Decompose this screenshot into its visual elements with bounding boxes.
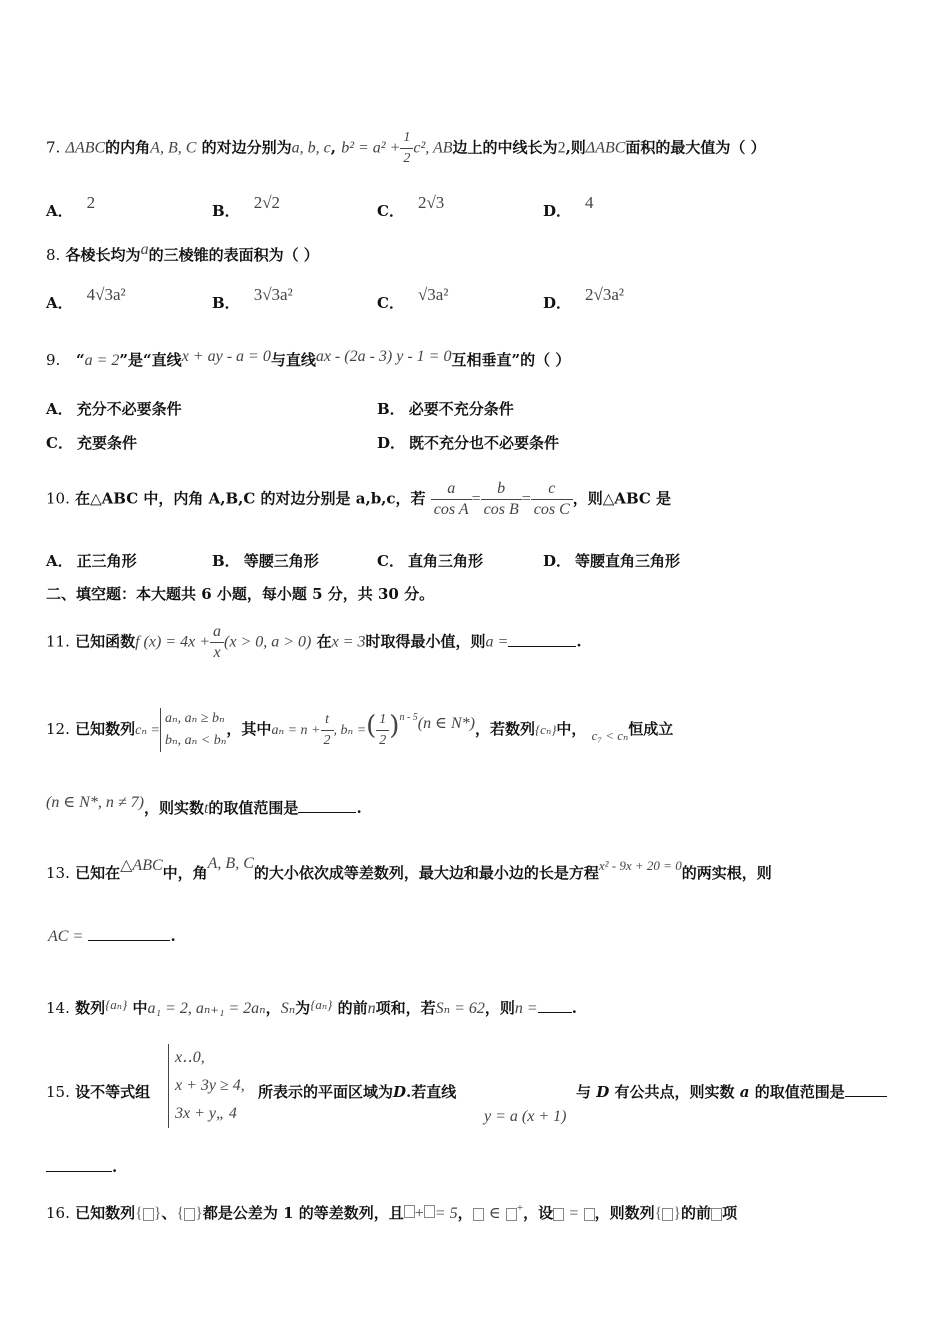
q12-exponent: n - 5 [399, 712, 418, 723]
q14-answer-blank[interactable] [538, 998, 572, 1013]
q10-equals-2: = [521, 490, 531, 508]
q13-end: . [170, 927, 176, 945]
q12-domain-1: (n ∈ N*) [417, 715, 475, 732]
q11-fraction: $\frac{a}{x}$ [210, 622, 224, 663]
q11-stem [46, 622, 582, 663]
q7-option-a[interactable]: A． 2 [46, 193, 96, 220]
q11-x-value: x = 3 [331, 633, 366, 651]
q16-text-2: 、 [161, 1204, 177, 1222]
q12-answer-blank[interactable] [298, 798, 356, 813]
q11-end: . [576, 632, 582, 651]
q15-answer-blank-1[interactable] [845, 1082, 887, 1097]
q12-piecewise: aₙ, aₙ ≥ bₙ bₙ, aₙ < bₙ [160, 708, 226, 752]
q9-text-1: “ [75, 351, 85, 369]
q11-answer-var: a = [485, 633, 509, 651]
q9-line-2: ax - (2a - 3) y - 1 = 0 [315, 348, 452, 365]
q12-text-6: ，则实数 [143, 799, 204, 817]
q7-option-b[interactable]: B． 2√2 [212, 193, 281, 220]
q15-text-2: 所表示的平面区域为 [258, 1083, 394, 1101]
q16-stem: 16. 已知数列{ }、{ }都是公差为 1 的等差数列，且 + = 5， ∈ +，设 = ，则数列{ }的前 项 [46, 1202, 738, 1222]
q10-option-b[interactable]: B． 等腰三角形 [212, 552, 319, 570]
q14-n-var: n [367, 1000, 376, 1017]
q11-text-1: 已知函数 [75, 632, 136, 651]
q8-option-d[interactable]: D． 2√3a² [543, 285, 624, 312]
q15-line: y = a (x + 1) [484, 1108, 567, 1125]
q9-stem [46, 350, 570, 371]
q10-stem [46, 479, 671, 520]
q16-number: 16. [46, 1204, 70, 1222]
q15-ineq-1: x‥0, [175, 1049, 205, 1066]
q14-text-3: ， [265, 999, 281, 1017]
q14-definition: a₁ = 2, aₙ₊₁ = 2aₙ [147, 1000, 266, 1017]
q11-text-2: 在 [316, 632, 332, 651]
q14-number: 14. [46, 999, 70, 1017]
q8-var: a [140, 241, 149, 258]
q14-text-6: 项和，若 [375, 999, 436, 1017]
q15-text-4: 与 [576, 1083, 592, 1101]
q9-text-3: 与直线 [270, 351, 316, 369]
q10-number: 10. [46, 489, 70, 508]
q14-text-7: ，则 [484, 999, 515, 1017]
q15-region-d: D [393, 1083, 407, 1101]
q7-text-5: 面积的最大值为（ ） [625, 138, 766, 157]
q7-median-value: 2 [557, 139, 566, 157]
q7-triangle: ΔABC [65, 139, 106, 157]
q10-equals-1: = [471, 490, 481, 508]
q11-text-3: 时取得最小值，则 [365, 632, 486, 651]
q13-stem [46, 855, 772, 884]
q9-option-b[interactable]: B． 必要不充分条件 [377, 400, 514, 418]
q7-text-1: 的内角 [105, 138, 151, 157]
q9-condition: a = 2 [84, 352, 120, 369]
q9-option-c[interactable]: C． 充要条件 [46, 434, 137, 452]
q14-seq: {aₙ} [105, 997, 128, 1012]
q9-option-d[interactable]: D． 既不充分也不必要条件 [377, 434, 560, 452]
q15-text-3: .若直线 [406, 1083, 457, 1101]
q15-region-d-2: D [596, 1083, 610, 1101]
q16-sum-value: = 5 [434, 1205, 458, 1222]
q9-text-2: ”是“直线 [119, 351, 182, 369]
q7-option-c[interactable]: C． 2√3 [377, 193, 445, 220]
q13-text-4: 的两实根，则 [681, 864, 772, 882]
q12-inequality: c₇ < cₙ [591, 728, 629, 743]
section-heading: 二、填空题：本大题共 6 小题，每小题 5 分，共 30 分。 [46, 585, 435, 603]
q11-func-rhs: (x > 0, a > 0) [224, 633, 312, 651]
q15-number: 15. [46, 1083, 70, 1101]
q12-text-4: 中， [556, 720, 587, 738]
q12-number: 12. [46, 720, 70, 738]
q12-stem-cont [46, 794, 362, 819]
q12-text-5: 恒成立 [628, 720, 674, 738]
q14-text-5: 的前 [337, 999, 368, 1017]
q10-fraction-b: $\frac{b}{\text{cos B}}$ [481, 479, 522, 520]
q8-option-b[interactable]: B． 3√3a² [212, 285, 293, 312]
q12-half-fraction: $\frac{1}{2}$ [376, 710, 389, 751]
q16-comma: ， [457, 1204, 473, 1222]
q13-text-3: 的大小依次成等差数列，最大边和最小边的长是方程 [253, 864, 599, 882]
q14-seq-2: {aₙ} [310, 997, 333, 1012]
q11-func-lhs: f (x) = 4x + [135, 633, 211, 651]
q10-fraction-a: $\frac{a}{\text{cos A}}$ [431, 479, 472, 520]
q10-option-d[interactable]: D． 等腰直角三角形 [543, 552, 681, 570]
q14-text-4: 为 [295, 999, 311, 1017]
q16-in-set: ∈ [488, 1205, 501, 1222]
q10-text-2: ，则△ABC 是 [572, 489, 672, 508]
q7-text-3: 边上的中线长为 [452, 138, 558, 157]
q15-answer-cont [46, 1157, 117, 1177]
q11-number: 11. [46, 632, 70, 651]
q13-answer-line [48, 926, 176, 947]
q8-stem [46, 241, 319, 266]
q14-answer-var: n = [514, 1000, 538, 1017]
q15-stem-right [576, 1082, 887, 1102]
q15-text-5: 有公共点，则实数 [614, 1083, 735, 1101]
q9-text-4: 互相垂直”的（ ） [451, 351, 571, 369]
q7-eq-rhs: c², AB [413, 139, 453, 157]
q12-t-var: t [203, 800, 209, 817]
q12-cn: cₙ = [135, 723, 160, 738]
q15-a-var: a [739, 1083, 750, 1101]
q14-stem [46, 998, 577, 1019]
q15-answer-blank-2[interactable] [46, 1157, 112, 1172]
q8-option-a[interactable]: A． 4√3a² [46, 285, 126, 312]
q12-bn: , bₙ = [333, 723, 367, 738]
q15-stem-mid [258, 1082, 456, 1102]
q12-an: aₙ = n + [271, 723, 321, 738]
q13-answer-blank[interactable] [88, 926, 170, 941]
q13-angles: A, B, C [207, 855, 254, 872]
q16-text-1: 已知数列 [75, 1204, 136, 1222]
q10-option-a[interactable]: A． 正三角形 [46, 552, 137, 570]
q7-stem: 7. ΔABC的内角A, B, C 的对边分别为a, b, c, b² = a² + $\frac{1}{2}$ c², AB边上的中线长为2,则ΔABC面积的最大值为（ ） [46, 128, 766, 169]
q15-end: . [112, 1158, 118, 1176]
q14-sn: Sₙ [280, 1000, 296, 1017]
q13-text-1: 已知在 [75, 864, 121, 882]
q16-text-3: 都是公差为 1 的等差数列，且 [202, 1204, 404, 1222]
q10-fraction-c: $\frac{c}{\text{cos C}}$ [531, 479, 573, 520]
q10-text-1: 在△ABC 中，内角 A,B,C 的对边分别是 a,b,c，若 [75, 489, 426, 508]
q13-number: 13. [46, 864, 70, 882]
q12-end: . [356, 799, 362, 817]
q15-text-1: 设不等式组 [75, 1083, 151, 1101]
q16-equals: = [569, 1205, 579, 1222]
q12-text-2: ，其中 [226, 720, 272, 738]
q7-angles: A, B, C [150, 139, 197, 157]
q16-text-4: ，设 [523, 1204, 554, 1222]
q15-inequality-system [168, 1044, 245, 1128]
q12-t-fraction: $\frac{t}{2}$ [321, 710, 334, 751]
q13-ac: AC = [48, 928, 84, 945]
q7-text-2: 的对边分别为 [201, 138, 292, 157]
q7-sides: a, b, c [291, 139, 331, 157]
q9-option-a[interactable]: A． 充分不必要条件 [46, 400, 182, 418]
q7-eq-lhs: b² = a² + [341, 139, 401, 157]
q7-text-4: ,则 [565, 138, 586, 157]
q8-number: 8. [46, 246, 61, 264]
q8-text-1: 各棱长均为 [65, 246, 141, 264]
q13-triangle: △ABC [120, 857, 163, 874]
q16-text-7: 的前 [681, 1204, 712, 1222]
q14-sn-value: Sₙ = 62 [435, 1000, 485, 1017]
q16-text-6: ，则数列 [594, 1204, 655, 1222]
q9-line-1: x + ay - a = 0 [181, 348, 271, 365]
q10-option-c[interactable]: C． 直角三角形 [377, 552, 483, 570]
q7-half-fraction: $\frac{1}{2}$ [400, 128, 413, 169]
q15-stem-left [46, 1082, 150, 1102]
q14-end: . [571, 999, 577, 1017]
q9-number: 9. [46, 351, 61, 369]
q8-option-c[interactable]: C． √3a² [377, 285, 449, 312]
q16-text-8: 项 [722, 1204, 738, 1222]
q12-text-1: 已知数列 [75, 720, 136, 738]
q15-ineq-2: x + 3y ≥ 4, [175, 1077, 245, 1094]
q12-seq: {cₙ} [534, 722, 557, 737]
q7-triangle-2: ΔABC [585, 139, 626, 157]
q14-text-1: 数列 [75, 999, 106, 1017]
q12-stem: 12. 已知数列cₙ = aₙ, aₙ ≥ bₙ bₙ, aₙ < bₙ ，其中aₙ = n + $\frac{t}{2}$ , bₙ =( $\frac{1}{2}$ )$^{n - 5}$(n ∈ N*)，若数列{cₙ}中， c₇ < cₙ恒成立 [46, 708, 673, 752]
q13-text-2: 中，角 [162, 864, 208, 882]
q12-domain-2: (n ∈ N*, n ≠ 7) [46, 794, 144, 811]
q15-text-6: 的取值范围是 [754, 1083, 845, 1101]
q16-superscript: + [516, 1202, 524, 1214]
q8-text-2: 的三棱锥的表面积为（ ） [148, 246, 319, 264]
q14-text-2: 中 [132, 999, 148, 1017]
q7-number: 7. [46, 138, 61, 157]
q15-ineq-3: 3x + y„ 4 [175, 1105, 237, 1122]
q12-text-7: 的取值范围是 [208, 799, 299, 817]
q13-equation: x² - 9x + 20 = 0 [598, 858, 682, 873]
q11-answer-blank[interactable] [508, 632, 576, 647]
q7-option-d[interactable]: D． 4 [543, 193, 594, 220]
q12-text-3: ，若数列 [474, 720, 535, 738]
q16-plus: + [414, 1205, 424, 1222]
